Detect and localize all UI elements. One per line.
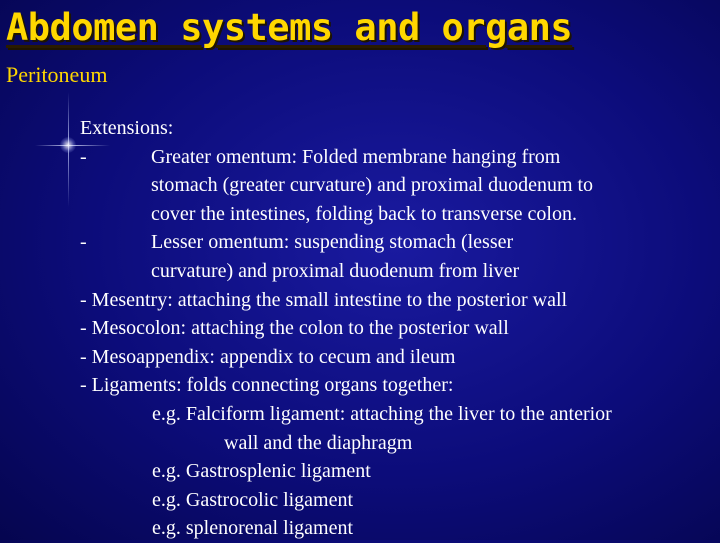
slide-subtitle: Peritoneum xyxy=(6,62,108,87)
line-mesocolon: - Mesocolon: attaching the colon to the posterior wall xyxy=(80,317,509,340)
line-ligaments: - Ligaments: folds connecting organs together: xyxy=(80,374,454,397)
line-mesentry: - Mesentry: attaching the small intestine to the posterior wall xyxy=(80,288,568,311)
line-gastrocolic: e.g. Gastrocolic ligament xyxy=(152,488,354,511)
bullet-lesser-omentum xyxy=(80,228,712,257)
line-lesser-omentum-1: Lesser omentum: suspending stomach (lesser xyxy=(151,231,514,254)
decorative-star-glow xyxy=(60,137,76,153)
slide-body xyxy=(80,114,712,543)
line-mesoappendix: - Mesoappendix: appendix to cecum and ileum xyxy=(80,345,456,368)
bullet-greater-omentum xyxy=(80,143,712,172)
slide-title: Abdomen systems and organs xyxy=(6,6,573,49)
line-falciform-2: wall and the diaphragm xyxy=(224,431,413,454)
line-greater-omentum-3: cover the intestines, folding back to transverse colon. xyxy=(151,202,577,225)
line-falciform-1: e.g. Falciform ligament: attaching the liver to the anterior xyxy=(152,402,612,425)
line-splenorenal: e.g. splenorenal ligament xyxy=(152,517,354,540)
line-greater-omentum-1: Greater omentum: Folded membrane hanging from xyxy=(151,145,561,168)
bullet-dash: - xyxy=(80,231,87,254)
line-gastrosplenic: e.g. Gastrosplenic ligament xyxy=(152,460,371,483)
line-greater-omentum-2: stomach (greater curvature) and proximal duodenum to xyxy=(151,174,594,197)
line-extensions: Extensions: xyxy=(80,117,174,139)
bullet-dash: - xyxy=(80,145,87,168)
line-lesser-omentum-2: curvature) and proximal duodenum from liver xyxy=(151,259,520,282)
